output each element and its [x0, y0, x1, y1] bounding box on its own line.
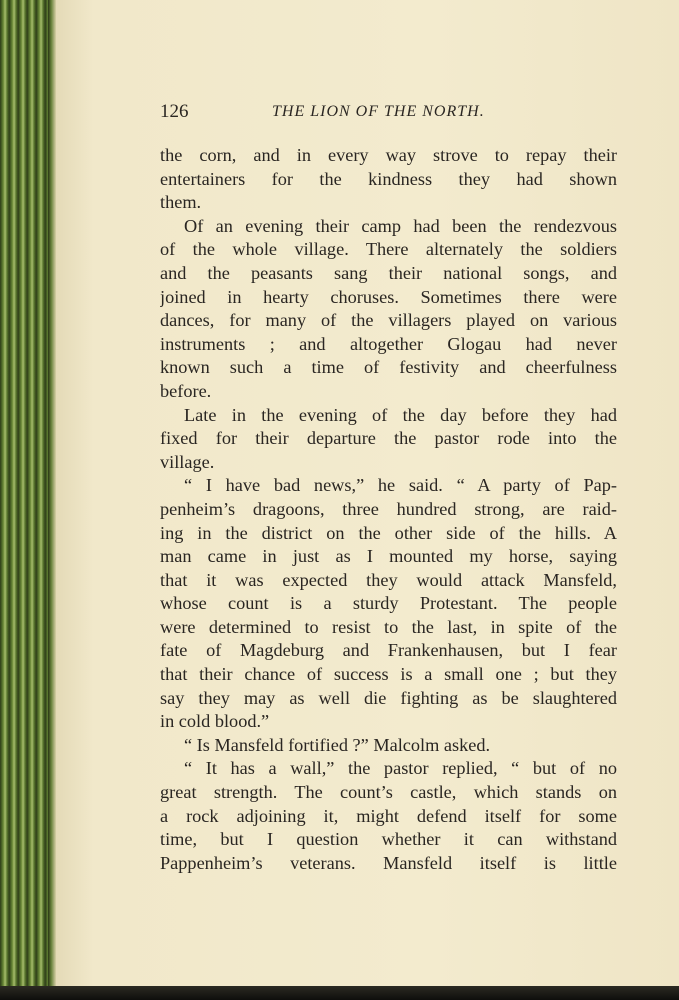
text-line: Pappenheim’s veterans. Mansfeld itself is little: [160, 852, 617, 873]
text-line: Late in the evening of the day before they had: [184, 404, 617, 425]
text-line: and the peasants sang their national songs, and: [160, 262, 617, 283]
text-line: in cold blood.”: [160, 711, 270, 732]
body-text: [160, 144, 617, 875]
text-line: say they may as well die fighting as be slaughtered: [160, 687, 617, 708]
text-line: before.: [160, 380, 212, 401]
text-line: the corn, and in every way strove to repay their: [160, 145, 617, 165]
text-line: them.: [160, 192, 202, 213]
text-line: whose count is a sturdy Protestant. The people: [160, 593, 617, 614]
text-line: entertainers for the kindness they had shown: [160, 168, 617, 189]
page-header: [160, 100, 617, 124]
page-number: 126: [160, 101, 189, 122]
text-line: that it was expected they would attack Mansfeld,: [160, 569, 617, 590]
text-line: “ It has a wall,” the pastor replied, “ but of no: [184, 758, 617, 779]
text-line: joined in hearty choruses. Sometimes there were: [160, 286, 617, 307]
text-line: “ Is Mansfeld fortified ?” Malcolm asked.: [184, 734, 491, 755]
text-line: “ I have bad news,” he said. “ A party of Pap-: [184, 475, 617, 496]
text-line: known such a time of festivity and cheerfulness: [160, 357, 617, 378]
text-line: village.: [160, 451, 215, 472]
text-line: ing in the district on the other side of the hills. A: [160, 522, 617, 543]
running-head: THE LION OF THE NORTH.: [272, 103, 485, 120]
text-line: fixed for their departure the pastor rode into the: [160, 428, 617, 449]
text-line: were determined to resist to the last, in spite of the: [160, 616, 617, 637]
book-page-edges: [0, 0, 56, 1000]
text-line: of the whole village. There alternately the soldiers: [160, 239, 617, 260]
text-line: instruments ; and altogether Glogau had never: [160, 333, 617, 354]
text-line: man came in just as I mounted my horse, saying: [160, 546, 617, 567]
text-line: a rock adjoining it, might defend itself for some: [160, 805, 617, 826]
text-line: that their chance of success is a small one ; but they: [160, 664, 617, 685]
text-line: Of an evening their camp had been the rendezvous: [184, 215, 617, 236]
book-bottom-edge: [0, 986, 679, 1000]
text-line: great strength. The count’s castle, which stands on: [160, 782, 617, 803]
text-line: fate of Magdeburg and Frankenhausen, but I fear: [160, 640, 617, 661]
text-line: penheim’s dragoons, three hundred strong, are raid-: [160, 498, 617, 519]
text-line: dances, for many of the villagers played on various: [160, 310, 617, 331]
text-line: time, but I question whether it can withstand: [160, 829, 617, 850]
